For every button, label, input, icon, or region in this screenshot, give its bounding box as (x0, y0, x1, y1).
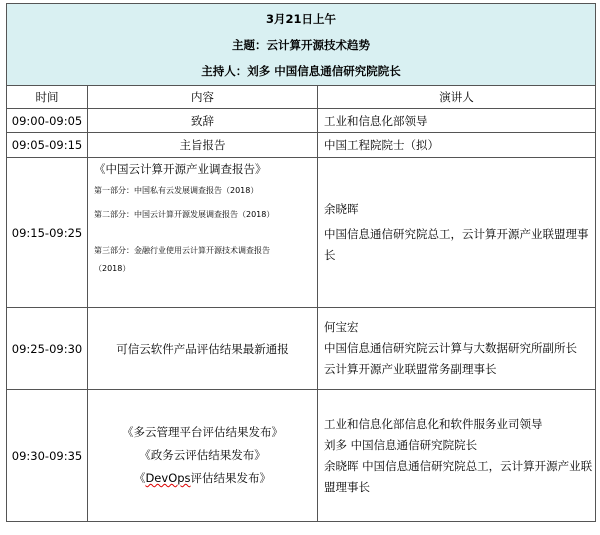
speaker-line: 余晓晖 中国信息通信研究院总工，云计算开源产业联 (324, 458, 593, 473)
table-row (7, 390, 596, 522)
speaker-line: 刘多 中国信息通信研究院院长 (324, 437, 478, 452)
table-row (7, 308, 596, 390)
table-row (7, 158, 596, 308)
row-speaker (318, 158, 596, 308)
publication-item: 《多云管理平台评估结果发布》 (122, 425, 283, 439)
column-header-row (7, 86, 596, 109)
row-speaker: 工业和信息化部领导 (318, 109, 596, 133)
row-content: 主旨报告 (88, 133, 318, 158)
devops-word: DevOps (145, 471, 191, 485)
row-speaker (318, 390, 596, 522)
row-speaker (318, 308, 596, 390)
speaker-line: 云计算开源产业联盟常务副理事长 (324, 362, 497, 376)
speaker-line: 余晓晖 (324, 202, 359, 216)
row-time: 09:15-09:25 (7, 158, 88, 308)
publication-item: 《政务云评估结果发布》 (139, 448, 266, 462)
column-header-speaker: 演讲人 (318, 86, 596, 109)
row-time: 09:00-09:05 (7, 109, 88, 133)
publication-item (88, 467, 317, 490)
column-header-time: 时间 (7, 86, 88, 109)
row-time: 09:05-09:15 (7, 133, 88, 158)
report-part: 第二部分：中国云计算开源发展调查报告（2018） (94, 210, 275, 219)
row-content (88, 390, 318, 522)
table-row (7, 109, 596, 133)
agenda-table (6, 3, 596, 522)
publication-suffix: 评估结果发布》 (190, 471, 272, 485)
row-content: 致辞 (88, 109, 318, 133)
row-content (88, 158, 318, 308)
report-part: 第三部分：金融行业使用云计算开源技术调查报告 (94, 246, 270, 255)
report-part: （2018） (94, 264, 131, 273)
report-part: 第一部分：中国私有云发展调查报告（2018） (94, 186, 259, 195)
agenda-date: 3月21日上午 (266, 11, 337, 26)
agenda-host: 主持人：刘多 中国信息通信研究院院长 (201, 63, 401, 78)
speaker-line: 中国信息通信研究院总工，云计算开源产业联盟理事长 (324, 227, 589, 262)
row-content: 可信云软件产品评估结果最新通报 (88, 308, 318, 390)
publication-prefix: 《 (133, 471, 146, 485)
speaker-line: 何宝宏 (324, 320, 359, 334)
row-time: 09:25-09:30 (7, 308, 88, 390)
speaker-line: 盟理事长 (324, 479, 370, 494)
table-row (7, 133, 596, 158)
row-time: 09:30-09:35 (7, 390, 88, 522)
agenda-header (7, 4, 596, 86)
speaker-line: 工业和信息化部信息化和软件服务业司领导 (324, 416, 543, 431)
agenda-sheet (6, 3, 595, 535)
agenda-theme: 主题：云计算开源技术趋势 (232, 37, 371, 52)
column-header-content: 内容 (88, 86, 318, 109)
speaker-line: 中国信息通信研究院云计算与大数据研究所副所长 (324, 341, 577, 355)
report-title: 《中国云计算开源产业调查报告》 (94, 162, 267, 176)
row-speaker: 中国工程院院士（拟） (318, 133, 596, 158)
